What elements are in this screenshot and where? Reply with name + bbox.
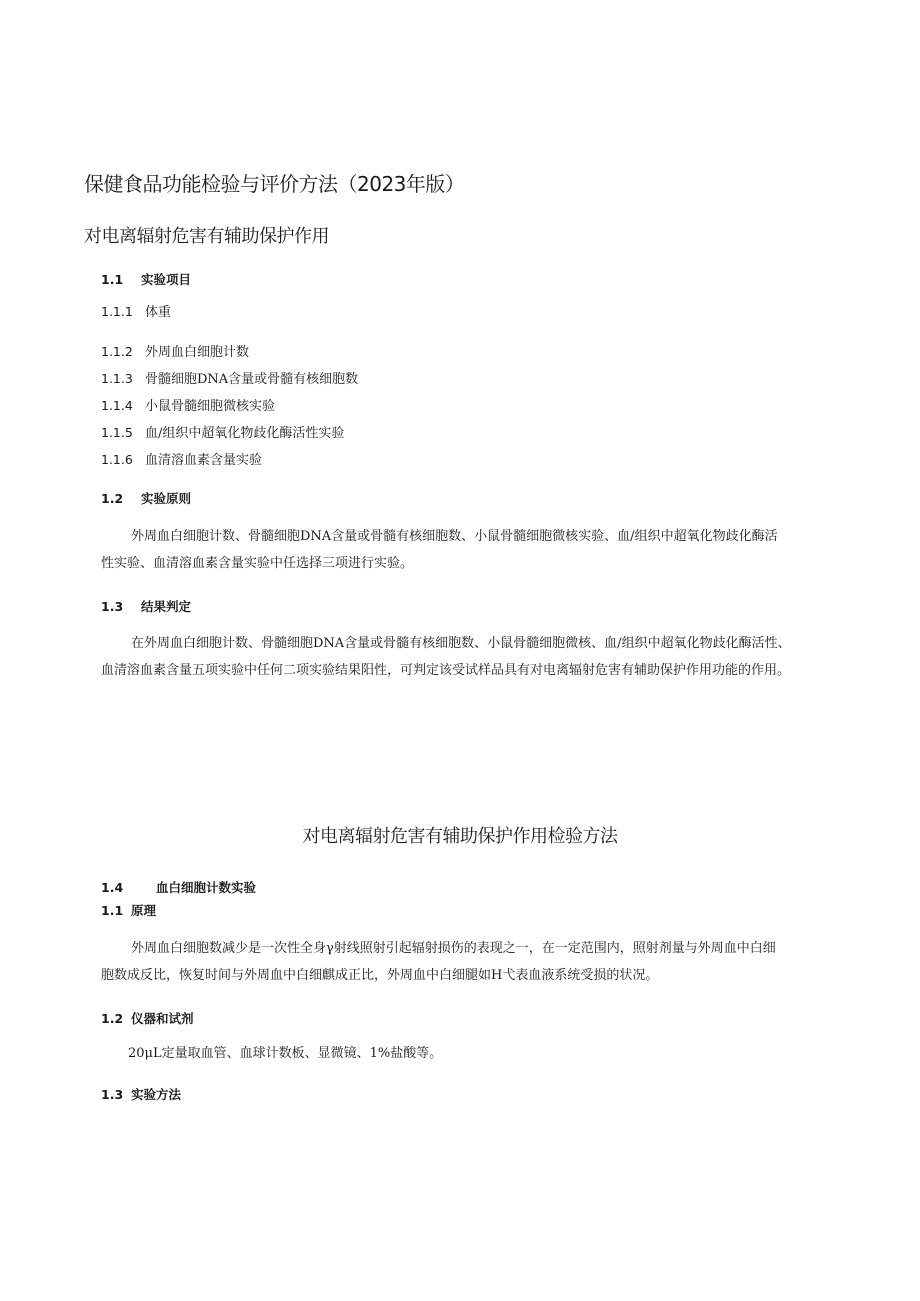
subsection-number: 1.1 — [101, 272, 124, 287]
item-text: 血清溶血素含量实验 — [145, 453, 263, 468]
item-number: 1.1.4 — [101, 398, 133, 413]
item-number: 1.1.3 — [101, 371, 133, 386]
list-item — [101, 341, 249, 360]
paragraph-line: 外周血白细胞数减少是一次性全身γ射线照射引起辐射损伤的表现之一，在一定范围内，照射剂量与外周血中白细 — [131, 941, 776, 956]
list-item — [101, 368, 358, 387]
subsection-heading-2-2 — [101, 1009, 194, 1027]
paragraph-line: 在外周血白细胞计数、骨髓细胞DNA含量或骨髓有核细胞数、小鼠骨髓细胞微核、血/组织中超氧化物歧化酶活性、 — [131, 636, 791, 651]
item-text: 血/组织中超氧化物歧化酶活性实验 — [145, 426, 345, 441]
method-title: 对电离辐射危害有辅助保护作用检验方法 — [302, 826, 618, 847]
list-item — [101, 301, 171, 320]
list-item — [101, 422, 344, 441]
subsection-label: 原理 — [131, 903, 157, 918]
subsection-number: 1.1 — [101, 903, 124, 918]
subsection-label: 血白细胞计数实验 — [156, 880, 257, 895]
subsection-number: 1.2 — [101, 1011, 124, 1026]
item-number: 1.1.1 — [101, 304, 133, 319]
subsection-number: 1.3 — [101, 599, 124, 614]
subsection-heading-1-1 — [101, 270, 191, 288]
section-title: 对电离辐射危害有辅助保护作用 — [84, 226, 329, 247]
item-text: 体重 — [145, 305, 172, 320]
item-text: 骨髓细胞DNA含量或骨髓有核细胞数 — [145, 372, 359, 387]
item-number: 1.1.5 — [101, 425, 133, 440]
item-text: 小鼠骨髓细胞微核实验 — [145, 399, 276, 414]
subsection-heading-1-2 — [101, 489, 191, 507]
paragraph-line: 胞数成反比，恢复时间与外周血中白细麒成正比，外周血中白细腿如H弋表血液系统受损的状况。 — [101, 968, 659, 983]
subsection-heading-1-4 — [101, 878, 256, 896]
paragraph-line: 血清溶血素含量五项实验中任何二项实验结果阳性，可判定该受试样品具有对电离辐射危害有辅助保护作用功能的作用。 — [101, 663, 791, 678]
subsection-label: 实验原则 — [141, 491, 192, 506]
subsection-label: 实验方法 — [131, 1087, 182, 1102]
item-number: 1.1.6 — [101, 452, 133, 467]
paragraph-line: 性实验、血清溶血素含量实验中任选择三项进行实验。 — [101, 556, 414, 571]
subsection-heading-1-3 — [101, 597, 191, 615]
subsection-number: 1.4 — [101, 880, 124, 895]
item-number: 1.1.2 — [101, 344, 133, 359]
subsection-label: 结果判定 — [141, 599, 192, 614]
subsection-number: 1.3 — [101, 1087, 124, 1102]
list-item — [101, 449, 262, 468]
item-text: 外周血白细胞计数 — [145, 345, 250, 360]
list-item — [101, 395, 275, 414]
subsection-label: 仪器和试剂 — [131, 1011, 194, 1026]
paragraph-line: 20μL定量取血管、血球计数板、显微镜、1%盐酸等。 — [128, 1046, 443, 1061]
document-title: 保健食品功能检验与评价方法（2023年版） — [84, 172, 465, 196]
subsection-label: 实验项目 — [141, 272, 192, 287]
subsection-number: 1.2 — [101, 491, 124, 506]
paragraph-line: 外周血白细胞计数、骨髓细胞DNA含量或骨髓有核细胞数、小鼠骨髓细胞微核实验、血/组织中超氧化物歧化酶活 — [131, 529, 778, 544]
subsection-heading-2-3 — [101, 1085, 181, 1103]
subsection-heading-2-1 — [101, 901, 156, 919]
